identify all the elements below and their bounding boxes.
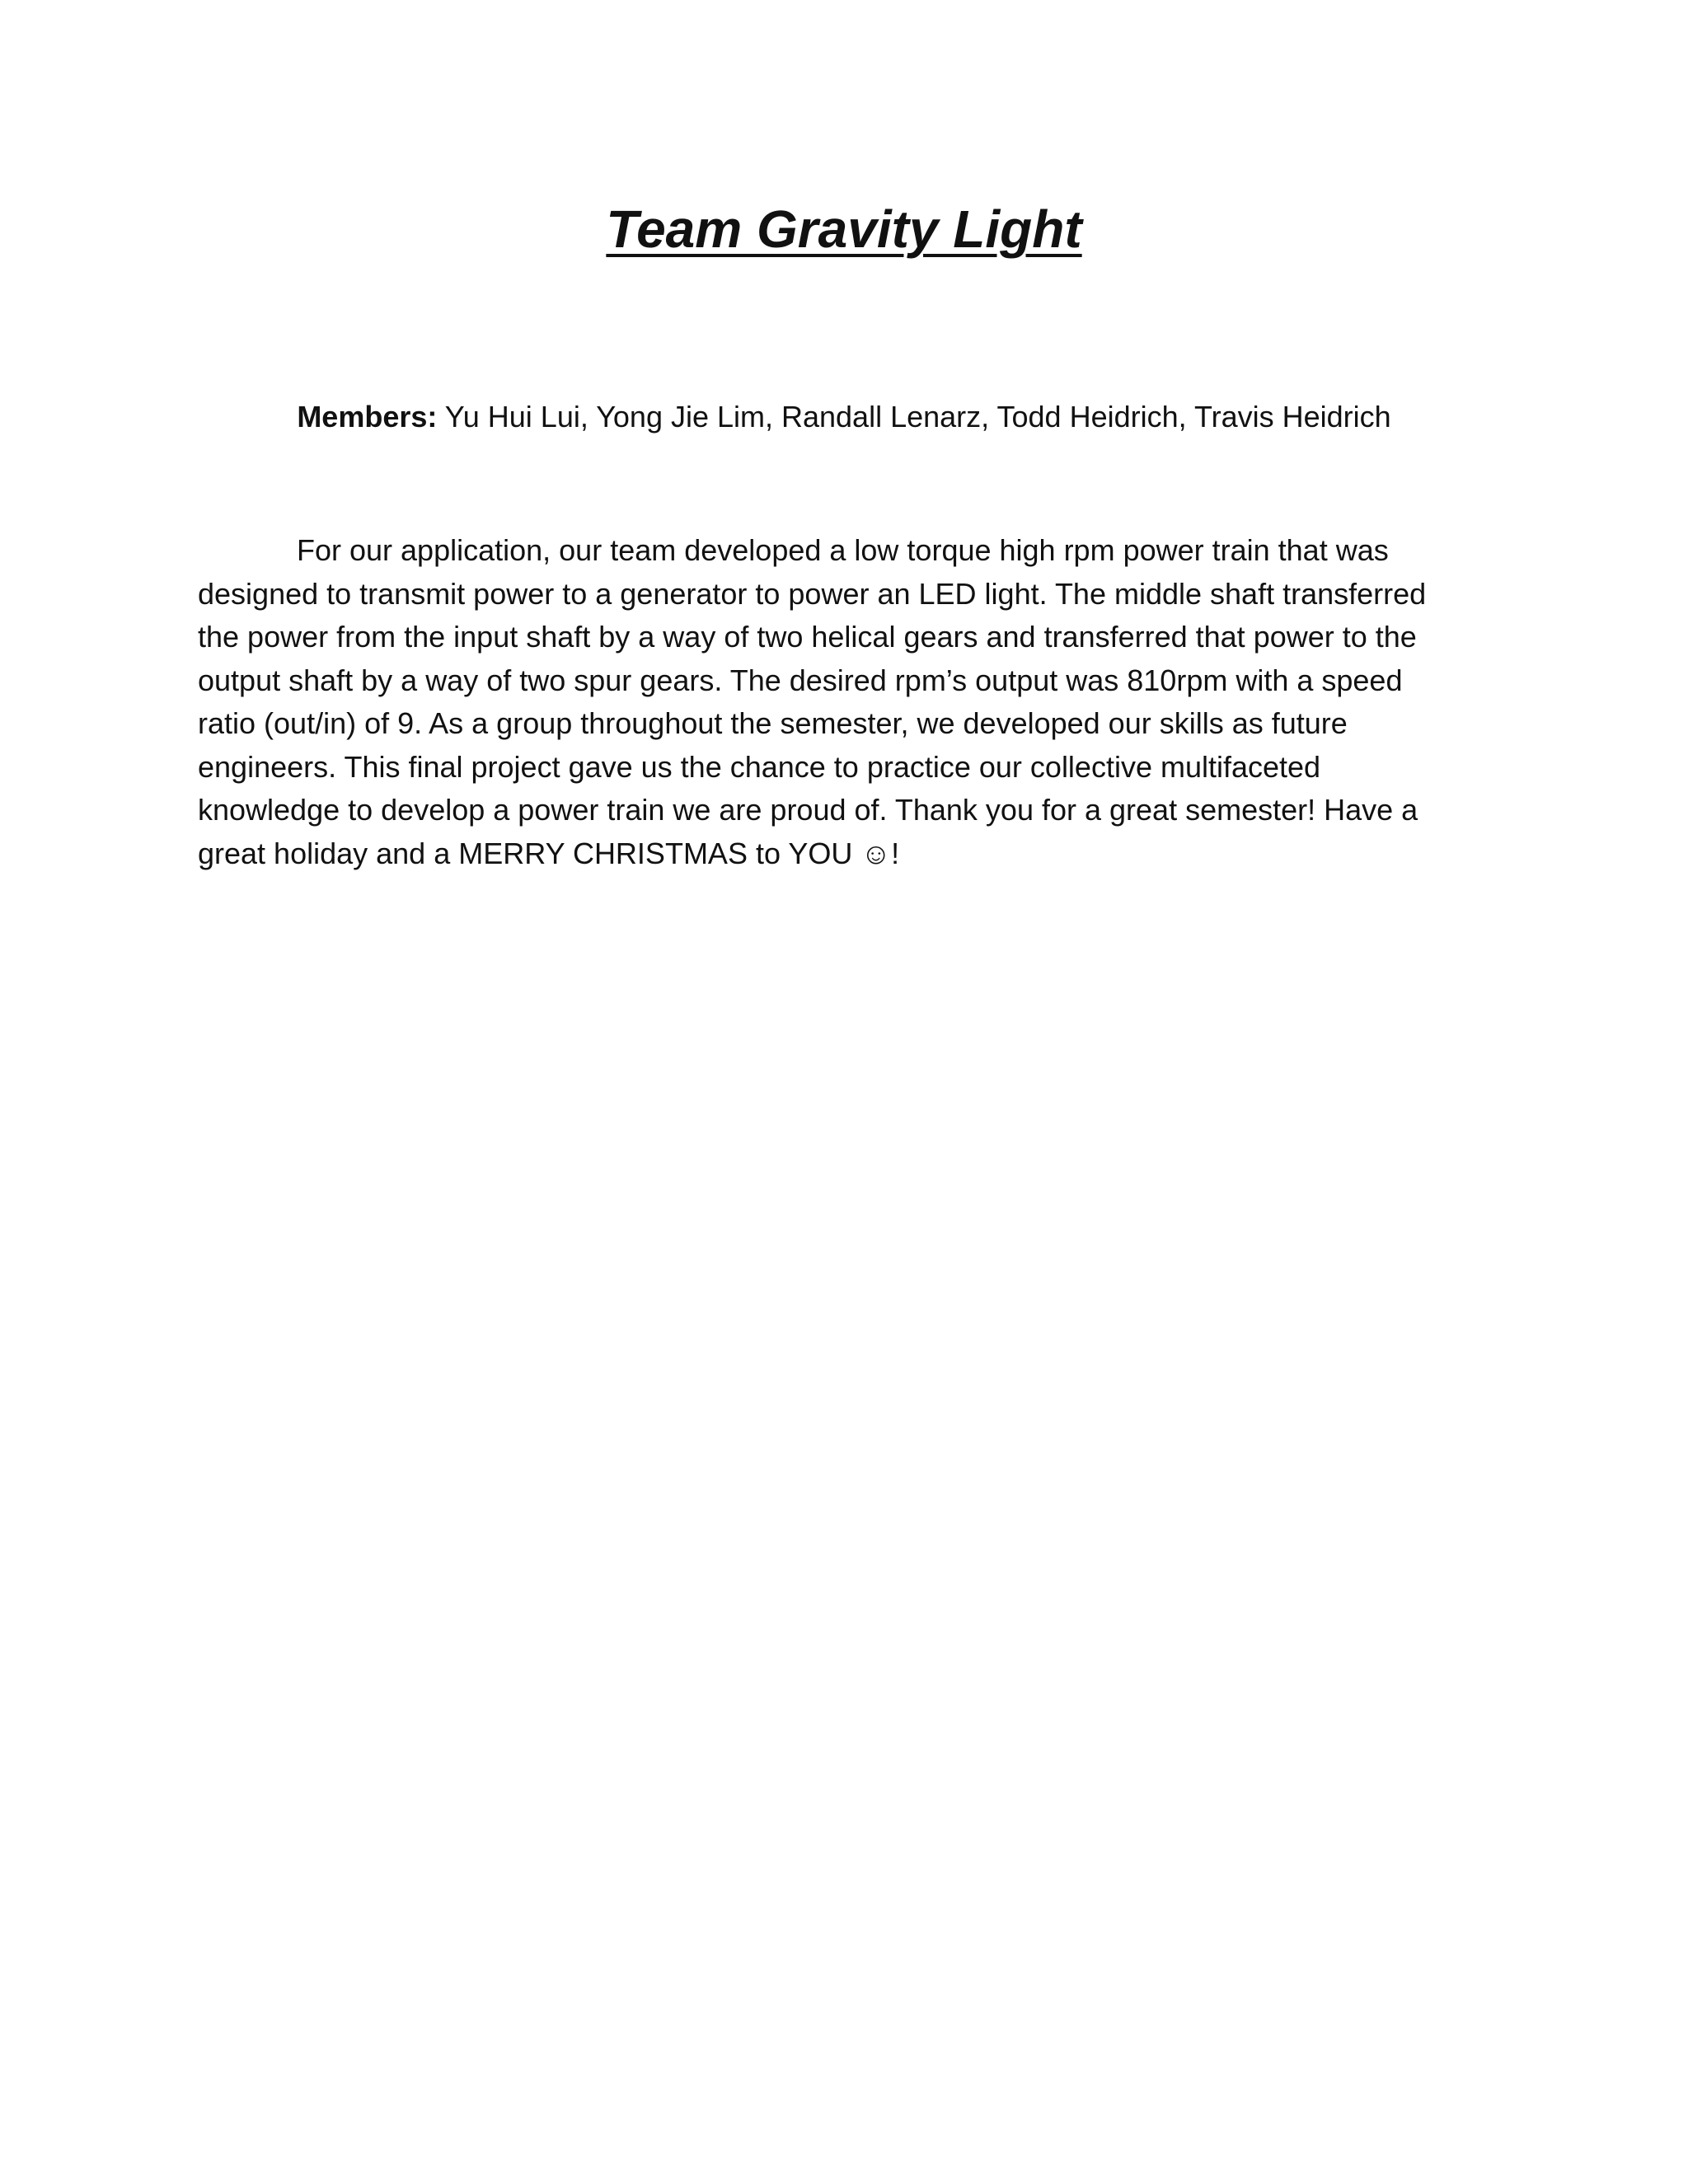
document-title-text: Team Gravity Light	[606, 199, 1082, 259]
members-label: Members:	[297, 400, 438, 434]
body-paragraph: For our application, our team developed a low torque high rpm power train that was designed to transmit power to a generator to power an LED light. The middle shaft transferred the power from the input shaft by a way of two helical gears and transferred that power to the output shaft by a way of two spur gears. The desired rpm’s output was 810rpm with a speed ratio (out/in) of 9. As a group throughout the semester, we developed our skills as future engineers. This final project gave us the chance to practice our collective multifaceted knowledge to develop a power train we are proud of. Thank you for a great semester! Have a great holiday and a MERRY CHRISTMAS to YOU ☺!	[198, 533, 1427, 870]
members-line	[0, 398, 1688, 437]
document-title	[0, 198, 1688, 261]
members-list: Yu Hui Lui, Yong Jie Lim, Randall Lenarz, Todd Heidrich, Travis Heidrich	[437, 400, 1391, 434]
